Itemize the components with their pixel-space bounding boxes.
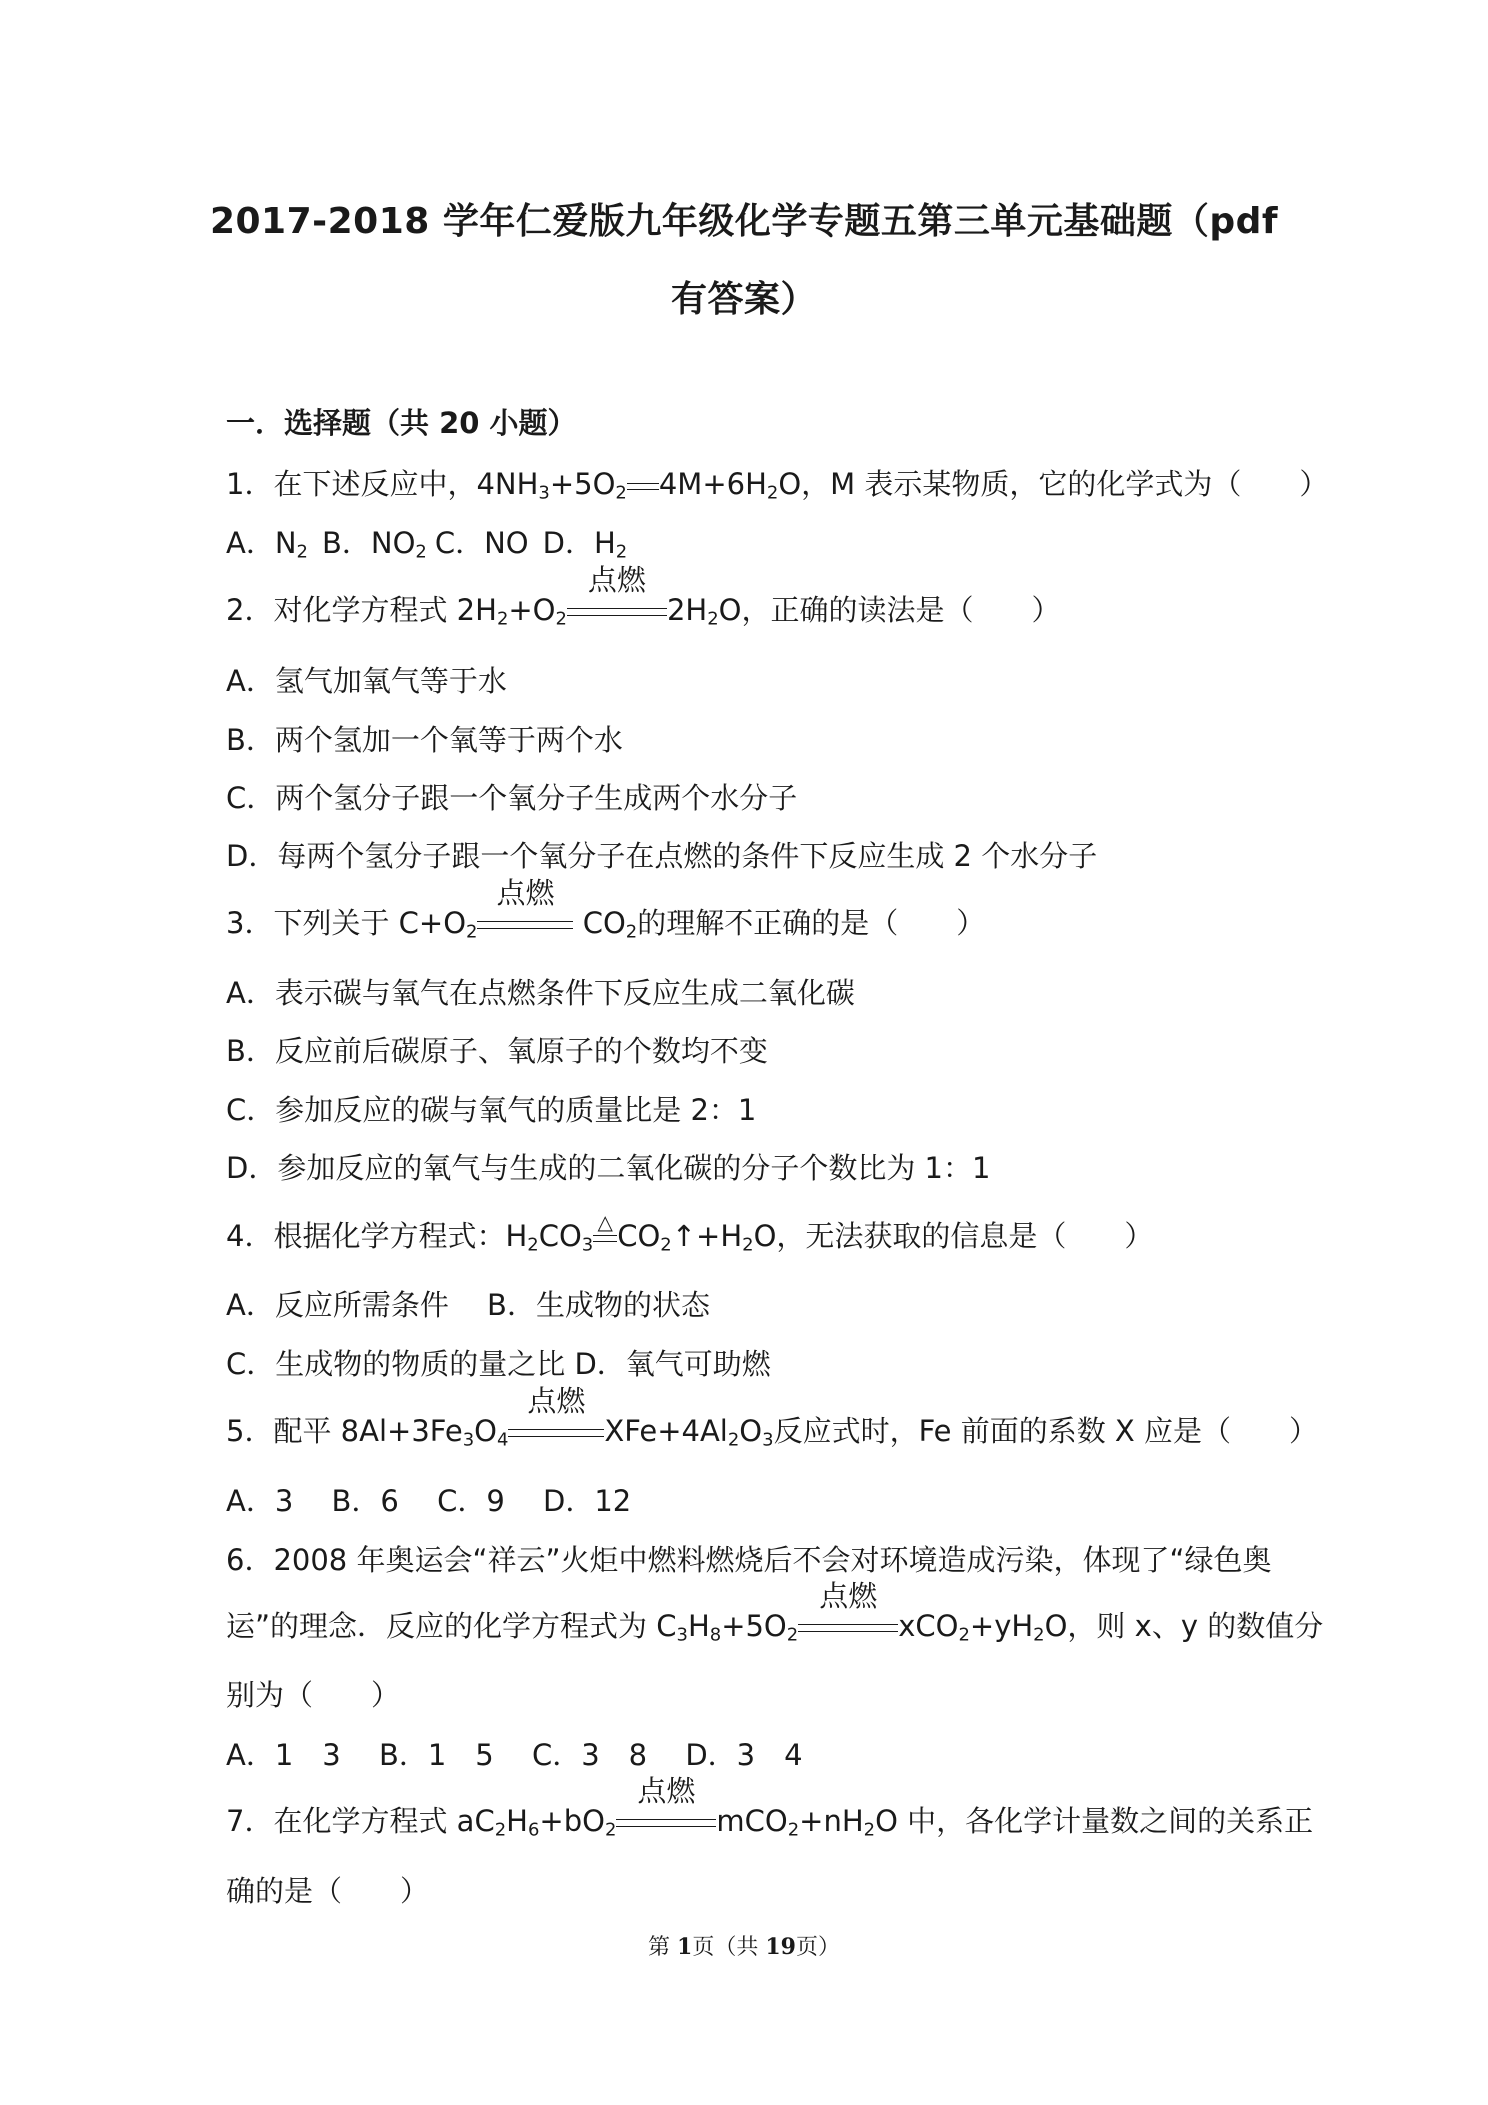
question-4-options-line-2: C．生成物的物质的量之比 D．氧气可助燃: [226, 1347, 771, 1381]
equals-sign: [627, 483, 659, 490]
question-1-options: A．$N_2$ B．$NO_2$ C．NO D．$H_2$: [226, 526, 628, 563]
question-4-options-line-1: A．反应所需条件 B．生成物的状态: [226, 1288, 710, 1322]
heat-condition: △: [593, 1216, 617, 1256]
question-2: 2．对化学方程式 $2H_2+O_2$ 点燃 $2H_2O$，正确的读法是（ ）: [226, 563, 1061, 630]
question-1: 1．在下述反应中，$4NH_3+5O_2$ $4M+6H_2O$，M 表示某物质，它的化学式为（ ）: [226, 467, 1329, 504]
document-title: [0, 183, 1488, 339]
reaction-condition: 点燃: [567, 590, 667, 630]
reaction-condition: 点燃: [508, 1411, 604, 1451]
question-3-option-d: D．参加反应的氧气与生成的二氧化碳的分子个数比为 1：1: [226, 1151, 991, 1185]
question-5: 5．配平 $8Al+3Fe_3O_4$ 点燃 $XFe+4Al_2O_3$反应式时，Fe 前面的系数 X 应是（ ）: [226, 1384, 1319, 1451]
page-footer: 第 1页（共 19页）: [648, 1934, 840, 1960]
question-5-options: A．3 B．6 C．9 D．12: [226, 1484, 632, 1518]
question-2-option-b: B．两个氢加一个氧等于两个水: [226, 723, 623, 757]
title-line-1: 2017-2018 学年仁爱版九年级化学专题五第三单元基础题（pdf: [209, 201, 1279, 242]
question-6-line-3: 别为（ ）: [226, 1678, 401, 1712]
question-2-option-d: D．每两个氢分子跟一个氧分子在点燃的条件下反应生成 2 个水分子: [226, 839, 1098, 873]
reaction-condition: 点燃: [477, 903, 573, 943]
question-6-line-2: 运”的理念．反应的化学方程式为 $C_3H_8+5O_2$ 点燃 $xCO_2+yH_2O$，则 x、y 的数值分: [226, 1579, 1324, 1646]
question-3-option-c: C．参加反应的碳与氧气的质量比是 2：1: [226, 1093, 757, 1127]
question-3-option-a: A．表示碳与氧气在点燃条件下反应生成二氧化碳: [226, 976, 855, 1010]
section-heading: 一．选择题（共 20 小题）: [226, 406, 577, 440]
reaction-condition: 点燃: [798, 1606, 898, 1646]
reaction-condition: 点燃: [616, 1801, 716, 1841]
question-2-option-c: C．两个氢分子跟一个氧分子生成两个水分子: [226, 781, 798, 815]
question-7-line-1: 7．在化学方程式 $aC_2H_6+bO_2$ 点燃 $mCO_2+nH_2O$ 中，各化学计量数之间的关系正: [226, 1774, 1314, 1841]
question-3: 3．下列关于 $C+O_2$ 点燃 $CO_2$的理解不正确的是（ ）: [226, 876, 986, 943]
question-4: 4．根据化学方程式：$H_2CO_3$ △ $CO_2↑+H_2O$，无法获取的信息是（ ）: [226, 1210, 1154, 1256]
title-line-2: 有答案）: [670, 279, 817, 320]
question-3-option-b: B．反应前后碳原子、氧原子的个数均不变: [226, 1034, 768, 1068]
question-7-line-2: 确的是（ ）: [226, 1874, 430, 1908]
question-6-line-1: 6．2008 年奥运会“祥云”火炬中燃料燃烧后不会对环境造成污染，体现了“绿色奥: [226, 1543, 1272, 1577]
question-6-options: A．1 3 B．1 5 C．3 8 D．3 4: [226, 1738, 803, 1772]
question-2-option-a: A．氢气加氧气等于水: [226, 664, 507, 698]
